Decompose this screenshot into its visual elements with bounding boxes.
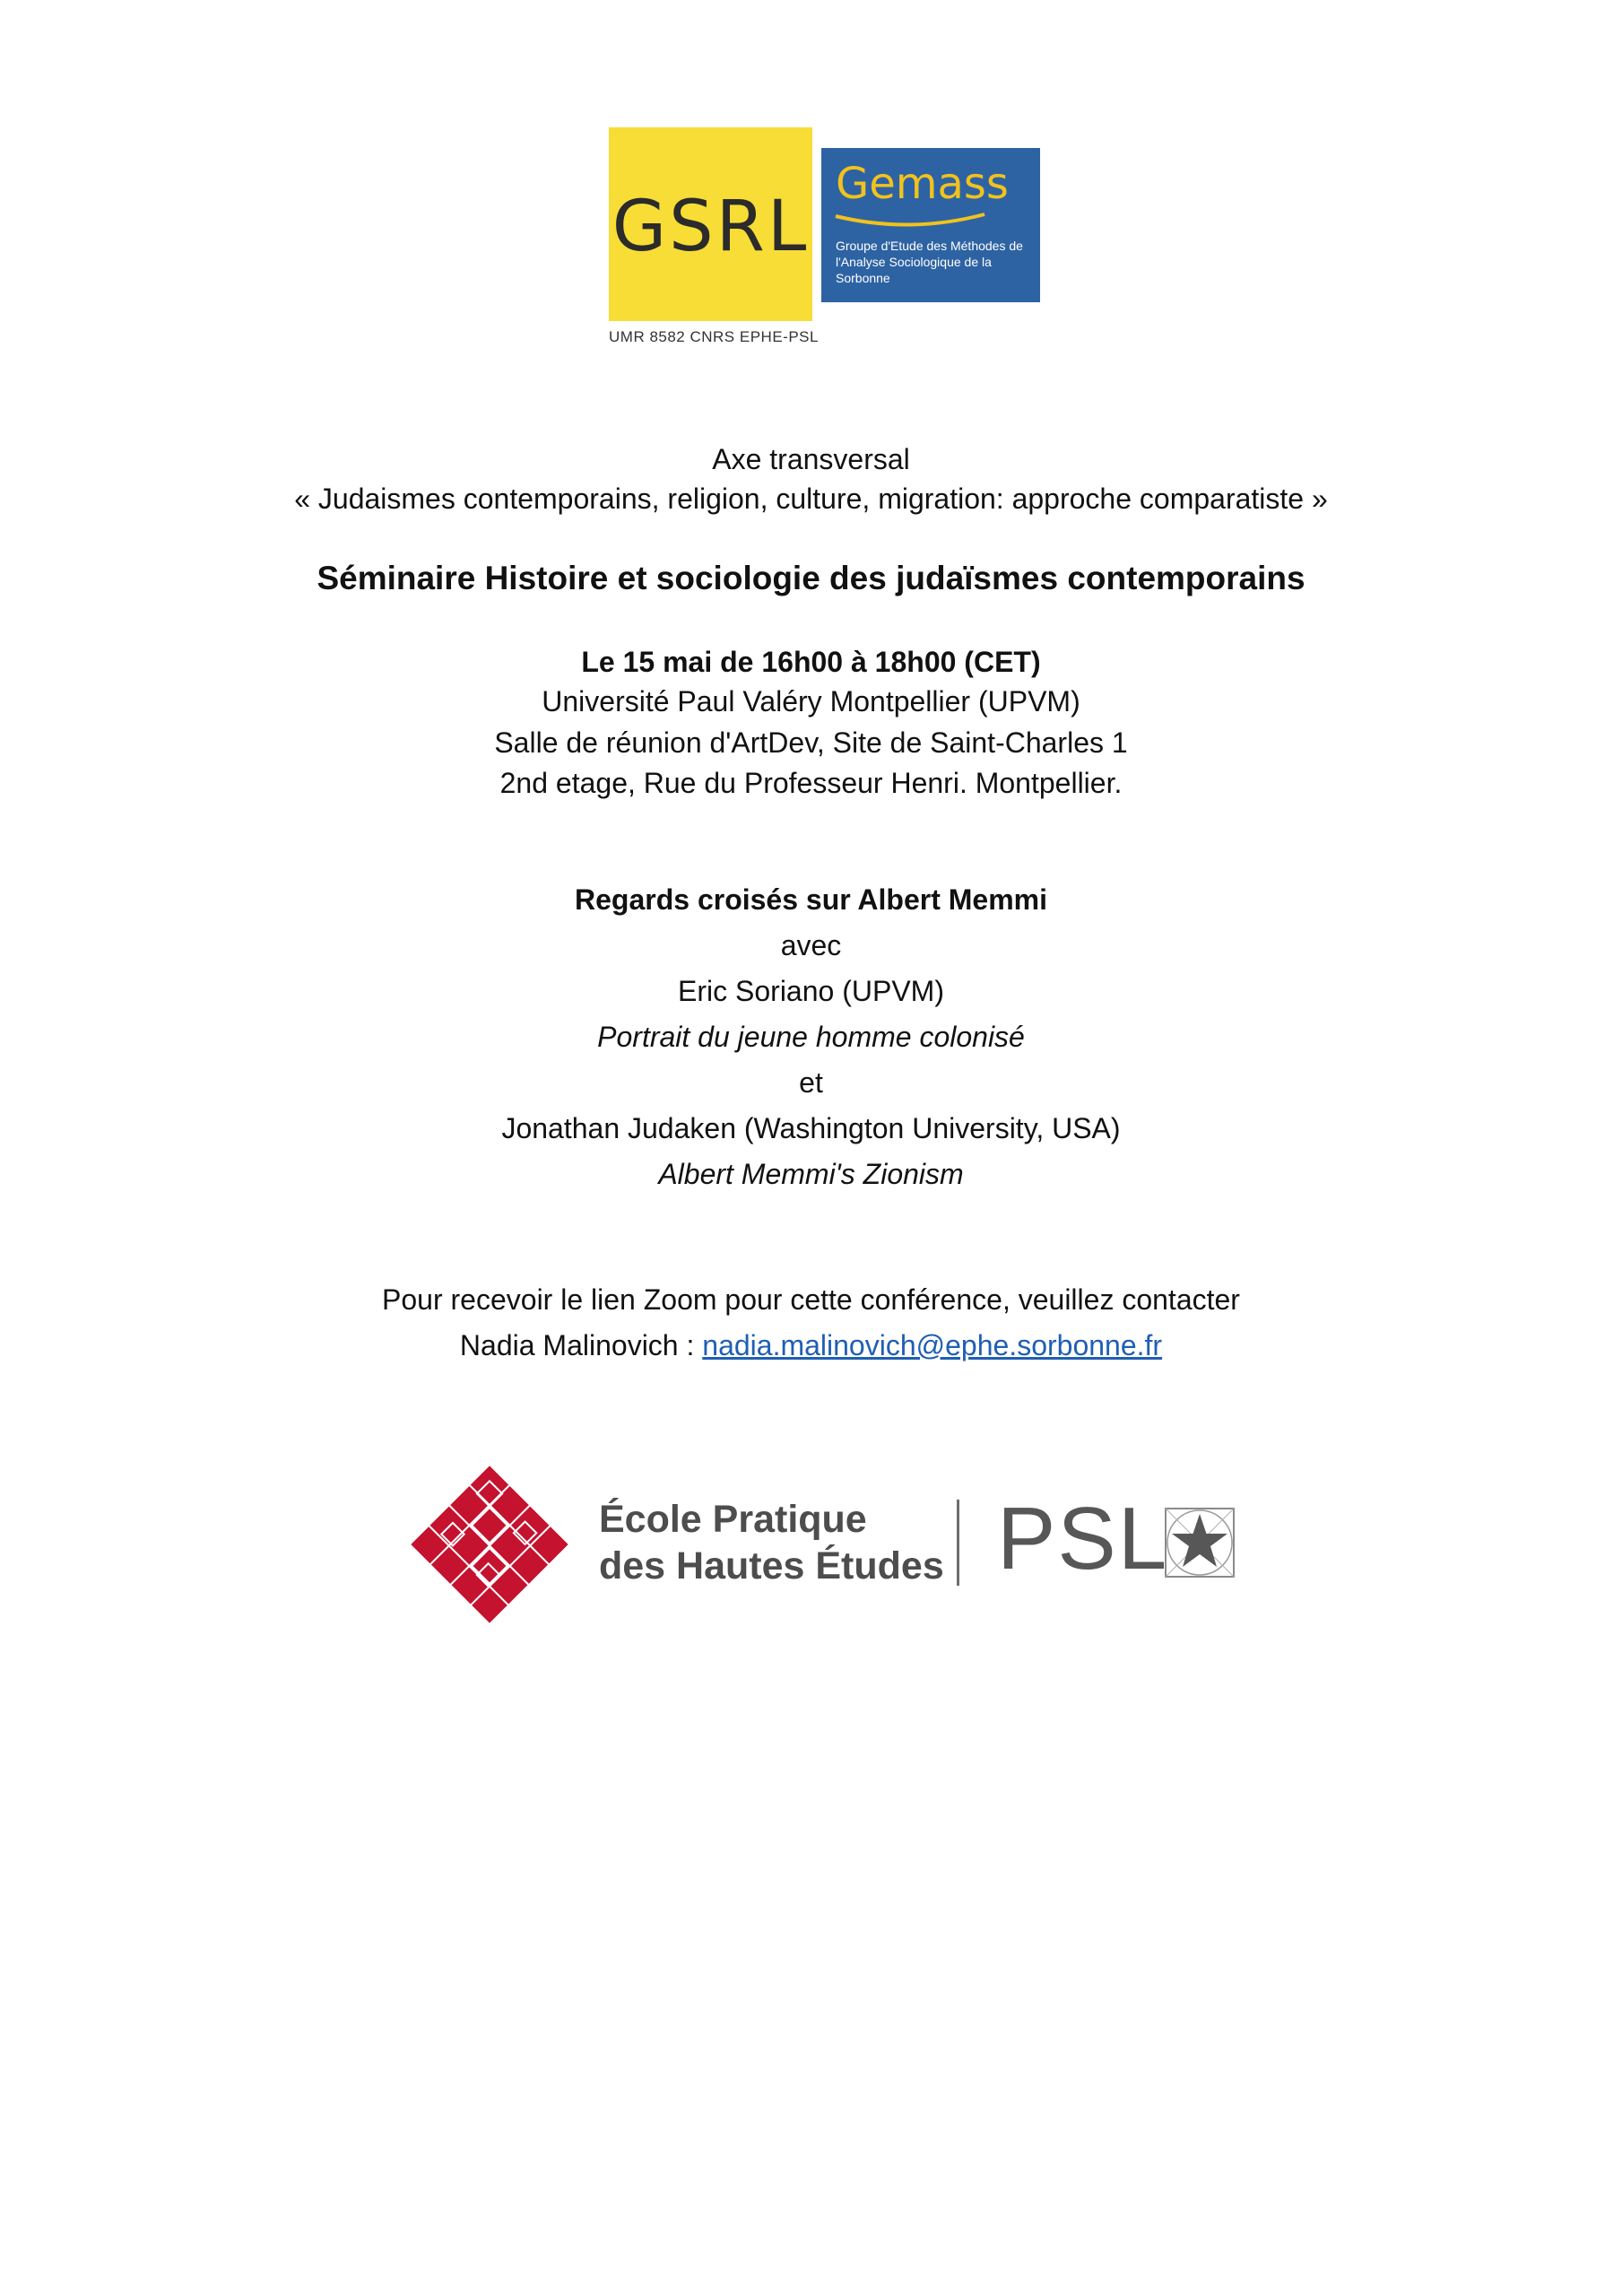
- seminar-title: Séminaire Histoire et sociologie des judaïsmes contemporains: [317, 560, 1305, 596]
- psl-star-icon: [1164, 1507, 1236, 1578]
- contact-line: Pour recevoir le lien Zoom pour cette conférence, veuillez contacter: [382, 1283, 1240, 1316]
- program-with: avec: [780, 929, 842, 961]
- event-room: Salle de réunion d'ArtDev, Site de Saint-Charles 1: [494, 726, 1128, 759]
- ephe-emblem-icon: [402, 1457, 577, 1632]
- gemass-swoosh-icon: [834, 211, 986, 230]
- speaker-2: Jonathan Judaken (Washington University, USA): [501, 1112, 1121, 1144]
- speaker-1: Eric Soriano (UPVM): [678, 975, 944, 1007]
- program-title: Regards croisés sur Albert Memmi: [575, 883, 1047, 916]
- psl-logo-text: PSL: [997, 1489, 1169, 1587]
- event-address: 2nd etage, Rue du Professeur Henri. Montpellier.: [499, 767, 1123, 799]
- logo-divider: [957, 1500, 959, 1586]
- gemass-logo-description: Groupe d'Etude des Méthodes de l'Analyse Sociologique de la Sorbonne: [836, 239, 1023, 285]
- gsrl-logo: [609, 127, 812, 321]
- talk-2-title: Albert Memmi's Zionism: [658, 1158, 964, 1190]
- contact-email-link[interactable]: nadia.malinovich@ephe.sorbonne.fr: [702, 1329, 1163, 1361]
- event-date: Le 15 mai de 16h00 à 18h00 (CET): [581, 646, 1041, 678]
- program-and: et: [799, 1066, 823, 1099]
- event-venue: Université Paul Valéry Montpellier (UPVM): [542, 685, 1080, 718]
- gemass-logo: [821, 148, 1040, 302]
- contact-name: Nadia Malinovich :: [459, 1329, 703, 1361]
- axis-title: « Judaismes contemporains, religion, culture, migration: approche comparatiste »: [294, 483, 1328, 515]
- axis-label: Axe transversal: [712, 443, 910, 475]
- contact-person: [0, 1326, 1622, 1365]
- gemass-logo-title: Gemass: [836, 159, 1009, 209]
- talk-1-title: Portrait du jeune homme colonisé: [597, 1021, 1025, 1053]
- ephe-logo-name: École Pratique des Hautes Études: [599, 1498, 944, 1587]
- gsrl-logo-subtitle: UMR 8582 CNRS EPHE-PSL: [609, 328, 819, 345]
- gsrl-logo-text: GSRL: [612, 187, 810, 267]
